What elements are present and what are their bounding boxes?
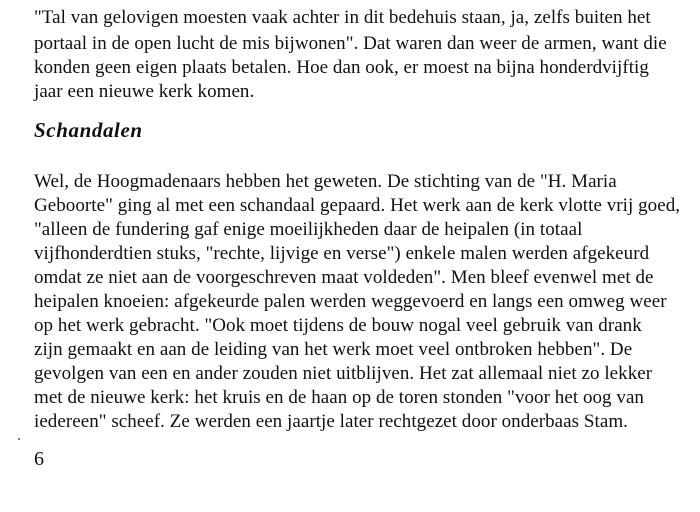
page-number: 6 (34, 448, 44, 470)
text-line: Geboorte" ging al met een schandaal gepaard. Het werk aan de kerk vlotte vrij goed, (34, 195, 681, 216)
text-line: iedereen" scheef. Ze werden een jaartje later rechtgezet door onderbaas Stam. (34, 411, 628, 432)
text-line: "Tal van gelovigen moesten vaak achter in dit bedehuis staan, ja, zelfs buiten het (34, 7, 651, 28)
scan-speck (18, 438, 20, 440)
text-line: heipalen knoeien: afgekeurde palen werden weggevoerd en langs een omweg weer (34, 291, 667, 312)
text-line: Wel, de Hoogmadenaars hebben het geweten. De stichting van de "H. Maria (34, 171, 617, 192)
text-line: portaal in de open lucht de mis bijwonen". Dat waren dan weer de armen, want die (34, 33, 667, 54)
section-heading: Schandalen (34, 118, 143, 142)
text-line: jaar een nieuwe kerk komen. (34, 81, 255, 102)
text-line: zijn gemaakt en aan de leiding van het werk moet veel ontbroken hebben". De (34, 339, 633, 360)
text-line: konden geen eigen plaats betalen. Hoe dan ook, er moest na bijna honderdvijftig (34, 57, 649, 78)
text-line: op het werk gebracht. "Ook moet tijdens de bouw nogal veel gebruik van drank (34, 315, 642, 336)
text-line: gevolgen van een en ander zouden niet uitblijven. Het zat allemaal niet zo lekker (34, 363, 653, 384)
text-line: omdat ze niet aan de voorgeschreven maat voldeden". Men bleef evenwel met de (34, 267, 654, 288)
text-line: vijfhonderdtien stuks, "rechte, lijvige en verse") enkele malen werden afgekeurd (34, 243, 650, 264)
text-line: "alleen de fundering gaf enige moeilijkheden daar de heipalen (in totaal (34, 219, 583, 240)
text-line: met de nieuwe kerk: het kruis en de haan op de toren stonden "voor het oog van (34, 387, 644, 408)
